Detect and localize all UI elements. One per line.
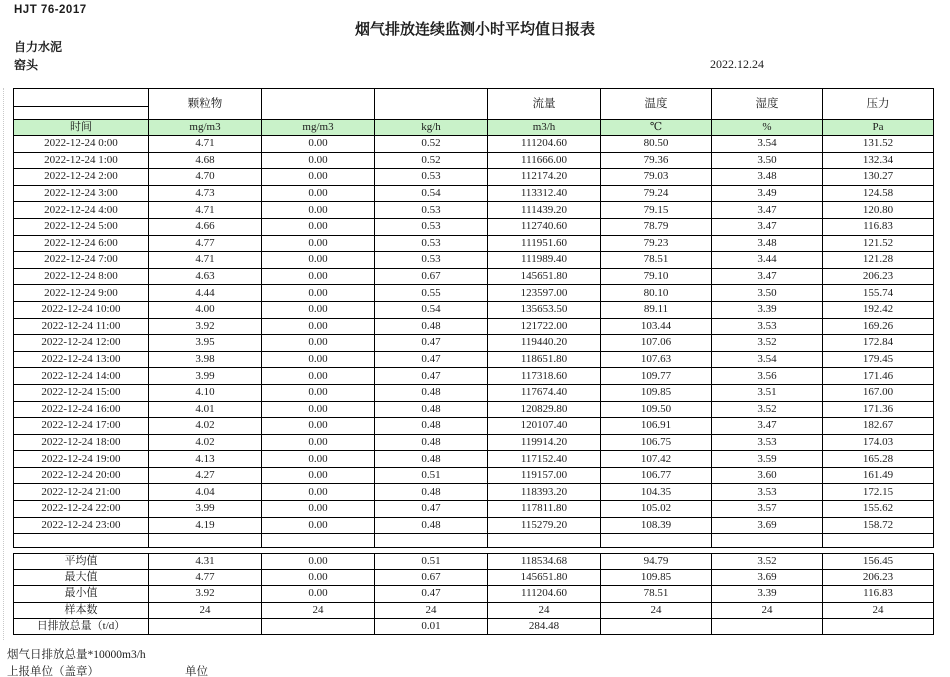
- value-cell: 0.00: [262, 368, 375, 385]
- report-unit-label: 上报单位（盖章）: [7, 666, 99, 677]
- value-cell: 0.47: [375, 586, 488, 602]
- value-cell: 179.45: [823, 351, 934, 368]
- header-cell-empty: [262, 89, 375, 120]
- value-cell: 116.83: [823, 586, 934, 602]
- value-cell: 121.28: [823, 252, 934, 269]
- value-cell: 155.74: [823, 285, 934, 302]
- value-cell: 0.00: [262, 570, 375, 586]
- value-cell: 94.79: [601, 554, 712, 570]
- value-cell: 119440.20: [488, 335, 601, 352]
- value-cell: 0.54: [375, 301, 488, 318]
- summary-table: [13, 553, 934, 635]
- value-cell: 4.04: [149, 484, 262, 501]
- unit-cell: %: [712, 120, 823, 136]
- value-cell: 0.00: [262, 418, 375, 435]
- value-cell: 3.53: [712, 318, 823, 335]
- time-cell: 2022-12-24 21:00: [14, 484, 149, 501]
- value-cell: 4.13: [149, 451, 262, 468]
- value-cell: 0.67: [375, 268, 488, 285]
- value-cell: 24: [488, 602, 601, 618]
- value-cell: 109.77: [601, 368, 712, 385]
- value-cell: 0.00: [262, 401, 375, 418]
- value-cell: 135653.50: [488, 301, 601, 318]
- value-cell: 0.00: [262, 351, 375, 368]
- time-cell: 2022-12-24 11:00: [14, 318, 149, 335]
- value-cell: 3.54: [712, 136, 823, 153]
- time-cell: 2022-12-24 6:00: [14, 235, 149, 252]
- value-cell: 106.91: [601, 418, 712, 435]
- time-cell: 2022-12-24 4:00: [14, 202, 149, 219]
- value-cell: 172.15: [823, 484, 934, 501]
- data-row: [14, 501, 934, 518]
- value-cell: 3.48: [712, 169, 823, 186]
- report-table: [13, 88, 934, 548]
- value-cell: 3.44: [712, 252, 823, 269]
- value-cell: 0.48: [375, 401, 488, 418]
- value-cell: 0.53: [375, 202, 488, 219]
- value-cell: [712, 618, 823, 634]
- data-row: [14, 517, 934, 534]
- value-cell: 156.45: [823, 554, 934, 570]
- value-cell: 4.31: [149, 554, 262, 570]
- value-cell: 79.15: [601, 202, 712, 219]
- value-cell: 3.99: [149, 501, 262, 518]
- data-row: [14, 451, 934, 468]
- value-cell: 0.48: [375, 318, 488, 335]
- value-cell: 3.92: [149, 586, 262, 602]
- value-cell: 0.52: [375, 152, 488, 169]
- value-cell: 171.46: [823, 368, 934, 385]
- value-cell: 111204.60: [488, 586, 601, 602]
- value-cell: 109.85: [601, 384, 712, 401]
- unit-cell: m3/h: [488, 120, 601, 136]
- header-cell-temperature: 温度: [601, 89, 712, 120]
- value-cell: 120829.80: [488, 401, 601, 418]
- value-cell: 3.69: [712, 570, 823, 586]
- summary-row: [14, 554, 934, 570]
- value-cell: 172.84: [823, 335, 934, 352]
- value-cell: 0.47: [375, 368, 488, 385]
- value-cell: [823, 618, 934, 634]
- value-cell: 3.52: [712, 554, 823, 570]
- value-cell: 131.52: [823, 136, 934, 153]
- data-row: [14, 384, 934, 401]
- value-cell: 3.50: [712, 285, 823, 302]
- time-cell: 2022-12-24 19:00: [14, 451, 149, 468]
- value-cell: 24: [149, 602, 262, 618]
- value-cell: 4.66: [149, 218, 262, 235]
- value-cell: 3.59: [712, 451, 823, 468]
- value-cell: 3.92: [149, 318, 262, 335]
- time-cell: 2022-12-24 18:00: [14, 434, 149, 451]
- value-cell: 3.49: [712, 185, 823, 202]
- header-cell-humidity: 湿度: [712, 89, 823, 120]
- time-cell: 2022-12-24 1:00: [14, 152, 149, 169]
- header-cell-pressure: 压力: [823, 89, 934, 120]
- value-cell: 167.00: [823, 384, 934, 401]
- value-cell: 4.44: [149, 285, 262, 302]
- value-cell: 4.71: [149, 202, 262, 219]
- header-cell-empty: [14, 89, 149, 107]
- time-cell: 2022-12-24 17:00: [14, 418, 149, 435]
- value-cell: 0.47: [375, 335, 488, 352]
- value-cell: 104.35: [601, 484, 712, 501]
- value-cell: 0.00: [262, 384, 375, 401]
- value-cell: 0.00: [262, 252, 375, 269]
- value-cell: 0.00: [262, 218, 375, 235]
- value-cell: 109.50: [601, 401, 712, 418]
- value-cell: 0.00: [262, 451, 375, 468]
- value-cell: 155.62: [823, 501, 934, 518]
- data-row: [14, 467, 934, 484]
- value-cell: 0.00: [262, 467, 375, 484]
- value-cell: 0.54: [375, 185, 488, 202]
- value-cell: 3.48: [712, 235, 823, 252]
- value-cell: 3.47: [712, 418, 823, 435]
- value-cell: 24: [601, 602, 712, 618]
- value-cell: 0.48: [375, 384, 488, 401]
- value-cell: 79.23: [601, 235, 712, 252]
- value-cell: 120.80: [823, 202, 934, 219]
- unit-cell: ℃: [601, 120, 712, 136]
- value-cell: 106.77: [601, 467, 712, 484]
- value-cell: 4.02: [149, 434, 262, 451]
- value-cell: 0.00: [262, 554, 375, 570]
- value-cell: 79.03: [601, 169, 712, 186]
- time-cell: 2022-12-24 0:00: [14, 136, 149, 153]
- time-cell: 2022-12-24 3:00: [14, 185, 149, 202]
- value-cell: 24: [375, 602, 488, 618]
- value-cell: 165.28: [823, 451, 934, 468]
- summary-row: [14, 618, 934, 634]
- value-cell: 0.00: [262, 517, 375, 534]
- value-cell: 3.53: [712, 434, 823, 451]
- data-row: [14, 202, 934, 219]
- value-cell: 171.36: [823, 401, 934, 418]
- value-cell: 0.53: [375, 218, 488, 235]
- monitoring-point: 窑头: [14, 58, 39, 72]
- value-cell: 118534.68: [488, 554, 601, 570]
- value-cell: 0.00: [262, 285, 375, 302]
- value-cell: 0.53: [375, 235, 488, 252]
- data-row: [14, 152, 934, 169]
- value-cell: 4.71: [149, 136, 262, 153]
- page-title: 烟气排放连续监测小时平均值日报表: [354, 21, 595, 38]
- time-cell: 2022-12-24 16:00: [14, 401, 149, 418]
- value-cell: 112174.20: [488, 169, 601, 186]
- value-cell: [149, 618, 262, 634]
- time-cell: 2022-12-24 14:00: [14, 368, 149, 385]
- data-row: [14, 136, 934, 153]
- report-date: 2022.12.24: [710, 57, 764, 71]
- value-cell: 105.02: [601, 501, 712, 518]
- value-cell: 4.70: [149, 169, 262, 186]
- value-cell: 107.63: [601, 351, 712, 368]
- value-cell: 117674.40: [488, 384, 601, 401]
- summary-label: 样本数: [14, 602, 149, 618]
- value-cell: 0.00: [262, 434, 375, 451]
- value-cell: 4.02: [149, 418, 262, 435]
- data-row: [14, 335, 934, 352]
- value-cell: 3.56: [712, 368, 823, 385]
- value-cell: 0.01: [375, 618, 488, 634]
- value-cell: 0.00: [262, 501, 375, 518]
- value-cell: 119914.20: [488, 434, 601, 451]
- page-break-line: [3, 88, 4, 640]
- value-cell: 118651.80: [488, 351, 601, 368]
- value-cell: 78.79: [601, 218, 712, 235]
- value-cell: 0.00: [262, 202, 375, 219]
- value-cell: 3.99: [149, 368, 262, 385]
- value-cell: 123597.00: [488, 285, 601, 302]
- value-cell: 117811.80: [488, 501, 601, 518]
- value-cell: 24: [823, 602, 934, 618]
- value-cell: 3.50: [712, 152, 823, 169]
- summary-row: [14, 570, 934, 586]
- value-cell: 108.39: [601, 517, 712, 534]
- value-cell: 0.48: [375, 418, 488, 435]
- time-cell: 2022-12-24 9:00: [14, 285, 149, 302]
- value-cell: 4.63: [149, 268, 262, 285]
- value-cell: [601, 618, 712, 634]
- header-cell-particulate: 颗粒物: [149, 89, 262, 120]
- value-cell: 145651.80: [488, 268, 601, 285]
- time-cell: 2022-12-24 22:00: [14, 501, 149, 518]
- value-cell: 80.10: [601, 285, 712, 302]
- value-cell: 145651.80: [488, 570, 601, 586]
- value-cell: 182.67: [823, 418, 934, 435]
- value-cell: 0.48: [375, 484, 488, 501]
- value-cell: 0.00: [262, 586, 375, 602]
- value-cell: 4.73: [149, 185, 262, 202]
- value-cell: 0.52: [375, 136, 488, 153]
- header-cell-empty: [14, 107, 149, 120]
- value-cell: 78.51: [601, 252, 712, 269]
- value-cell: 0.67: [375, 570, 488, 586]
- value-cell: 79.24: [601, 185, 712, 202]
- value-cell: 0.00: [262, 301, 375, 318]
- value-cell: 130.27: [823, 169, 934, 186]
- value-cell: 119157.00: [488, 467, 601, 484]
- summary-row: [14, 586, 934, 602]
- value-cell: 0.51: [375, 554, 488, 570]
- value-cell: 0.47: [375, 501, 488, 518]
- value-cell: 80.50: [601, 136, 712, 153]
- value-cell: 0.00: [262, 235, 375, 252]
- data-row: [14, 368, 934, 385]
- value-cell: 284.48: [488, 618, 601, 634]
- value-cell: 4.27: [149, 467, 262, 484]
- standard-number: HJT 76-2017: [14, 4, 87, 16]
- value-cell: 206.23: [823, 570, 934, 586]
- footer-note: 烟气日排放总量*10000m3/h: [7, 649, 146, 661]
- value-cell: 4.77: [149, 235, 262, 252]
- value-cell: 111951.60: [488, 235, 601, 252]
- value-cell: 0.00: [262, 335, 375, 352]
- data-row: [14, 484, 934, 501]
- time-cell: 2022-12-24 23:00: [14, 517, 149, 534]
- time-cell: 2022-12-24 10:00: [14, 301, 149, 318]
- data-rows: [14, 136, 934, 534]
- value-cell: 3.60: [712, 467, 823, 484]
- value-cell: 0.48: [375, 517, 488, 534]
- time-cell: 2022-12-24 2:00: [14, 169, 149, 186]
- value-cell: 4.19: [149, 517, 262, 534]
- value-cell: 3.47: [712, 202, 823, 219]
- time-cell: 2022-12-24 15:00: [14, 384, 149, 401]
- value-cell: 3.69: [712, 517, 823, 534]
- summary-rows: [14, 554, 934, 635]
- value-cell: 111989.40: [488, 252, 601, 269]
- value-cell: 117152.40: [488, 451, 601, 468]
- summary-label: 最小值: [14, 586, 149, 602]
- time-cell: 2022-12-24 12:00: [14, 335, 149, 352]
- value-cell: 3.54: [712, 351, 823, 368]
- value-cell: 174.03: [823, 434, 934, 451]
- value-cell: 132.34: [823, 152, 934, 169]
- value-cell: 0.53: [375, 252, 488, 269]
- value-cell: 192.42: [823, 301, 934, 318]
- value-cell: 3.52: [712, 401, 823, 418]
- value-cell: 3.53: [712, 484, 823, 501]
- value-cell: 0.48: [375, 451, 488, 468]
- data-row: [14, 301, 934, 318]
- value-cell: 3.51: [712, 384, 823, 401]
- value-cell: 158.72: [823, 517, 934, 534]
- value-cell: 121722.00: [488, 318, 601, 335]
- summary-label: 最大值: [14, 570, 149, 586]
- unit-cell: mg/m3: [262, 120, 375, 136]
- value-cell: 111666.00: [488, 152, 601, 169]
- data-row: [14, 252, 934, 269]
- value-cell: 3.52: [712, 335, 823, 352]
- header-cell-empty: [375, 89, 488, 120]
- data-row: [14, 318, 934, 335]
- header-cell-flow: 流量: [488, 89, 601, 120]
- value-cell: 107.06: [601, 335, 712, 352]
- value-cell: 4.71: [149, 252, 262, 269]
- time-cell: 2022-12-24 8:00: [14, 268, 149, 285]
- value-cell: 3.39: [712, 301, 823, 318]
- value-cell: 116.83: [823, 218, 934, 235]
- value-cell: 3.39: [712, 586, 823, 602]
- value-cell: 113312.40: [488, 185, 601, 202]
- unit-cell: Pa: [823, 120, 934, 136]
- value-cell: 115279.20: [488, 517, 601, 534]
- data-row: [14, 185, 934, 202]
- value-cell: 4.68: [149, 152, 262, 169]
- time-cell: 2022-12-24 13:00: [14, 351, 149, 368]
- value-cell: 24: [712, 602, 823, 618]
- data-row: [14, 268, 934, 285]
- value-cell: 0.00: [262, 484, 375, 501]
- unit-label: 单位: [185, 666, 208, 677]
- value-cell: 0.48: [375, 434, 488, 451]
- value-cell: 120107.40: [488, 418, 601, 435]
- value-cell: 3.98: [149, 351, 262, 368]
- time-cell: 2022-12-24 5:00: [14, 218, 149, 235]
- company-name: 自力水泥: [14, 40, 63, 54]
- value-cell: 0.55: [375, 285, 488, 302]
- value-cell: 0.00: [262, 152, 375, 169]
- value-cell: 112740.60: [488, 218, 601, 235]
- value-cell: 121.52: [823, 235, 934, 252]
- data-row: [14, 418, 934, 435]
- time-cell: 2022-12-24 7:00: [14, 252, 149, 269]
- data-row: [14, 169, 934, 186]
- value-cell: 79.36: [601, 152, 712, 169]
- summary-row: [14, 602, 934, 618]
- value-cell: 3.95: [149, 335, 262, 352]
- value-cell: 3.47: [712, 218, 823, 235]
- value-cell: 4.00: [149, 301, 262, 318]
- value-cell: 4.01: [149, 401, 262, 418]
- empty-row: [14, 534, 934, 548]
- value-cell: 103.44: [601, 318, 712, 335]
- data-row: [14, 235, 934, 252]
- group-header-row: [14, 89, 934, 107]
- value-cell: 0.00: [262, 318, 375, 335]
- data-row: [14, 351, 934, 368]
- value-cell: [262, 618, 375, 634]
- value-cell: 118393.20: [488, 484, 601, 501]
- value-cell: 3.57: [712, 501, 823, 518]
- data-row: [14, 285, 934, 302]
- value-cell: 107.42: [601, 451, 712, 468]
- data-row: [14, 218, 934, 235]
- unit-cell: kg/h: [375, 120, 488, 136]
- value-cell: 0.53: [375, 169, 488, 186]
- value-cell: 0.51: [375, 467, 488, 484]
- value-cell: 89.11: [601, 301, 712, 318]
- value-cell: 169.26: [823, 318, 934, 335]
- value-cell: 0.00: [262, 268, 375, 285]
- value-cell: 4.77: [149, 570, 262, 586]
- value-cell: 0.00: [262, 169, 375, 186]
- value-cell: 111439.20: [488, 202, 601, 219]
- value-cell: 3.47: [712, 268, 823, 285]
- value-cell: 24: [262, 602, 375, 618]
- unit-header-row: [14, 120, 934, 136]
- value-cell: 106.75: [601, 434, 712, 451]
- summary-label: 日排放总量（t/d）: [14, 618, 149, 634]
- value-cell: 0.00: [262, 185, 375, 202]
- value-cell: 111204.60: [488, 136, 601, 153]
- unit-cell: mg/m3: [149, 120, 262, 136]
- value-cell: 79.10: [601, 268, 712, 285]
- data-row: [14, 434, 934, 451]
- value-cell: 0.47: [375, 351, 488, 368]
- value-cell: 0.00: [262, 136, 375, 153]
- value-cell: 4.10: [149, 384, 262, 401]
- summary-label: 平均值: [14, 554, 149, 570]
- unit-cell-time: 时间: [14, 120, 149, 136]
- value-cell: 161.49: [823, 467, 934, 484]
- value-cell: 124.58: [823, 185, 934, 202]
- time-cell: 2022-12-24 20:00: [14, 467, 149, 484]
- value-cell: 109.85: [601, 570, 712, 586]
- value-cell: 117318.60: [488, 368, 601, 385]
- value-cell: 78.51: [601, 586, 712, 602]
- value-cell: 206.23: [823, 268, 934, 285]
- data-row: [14, 401, 934, 418]
